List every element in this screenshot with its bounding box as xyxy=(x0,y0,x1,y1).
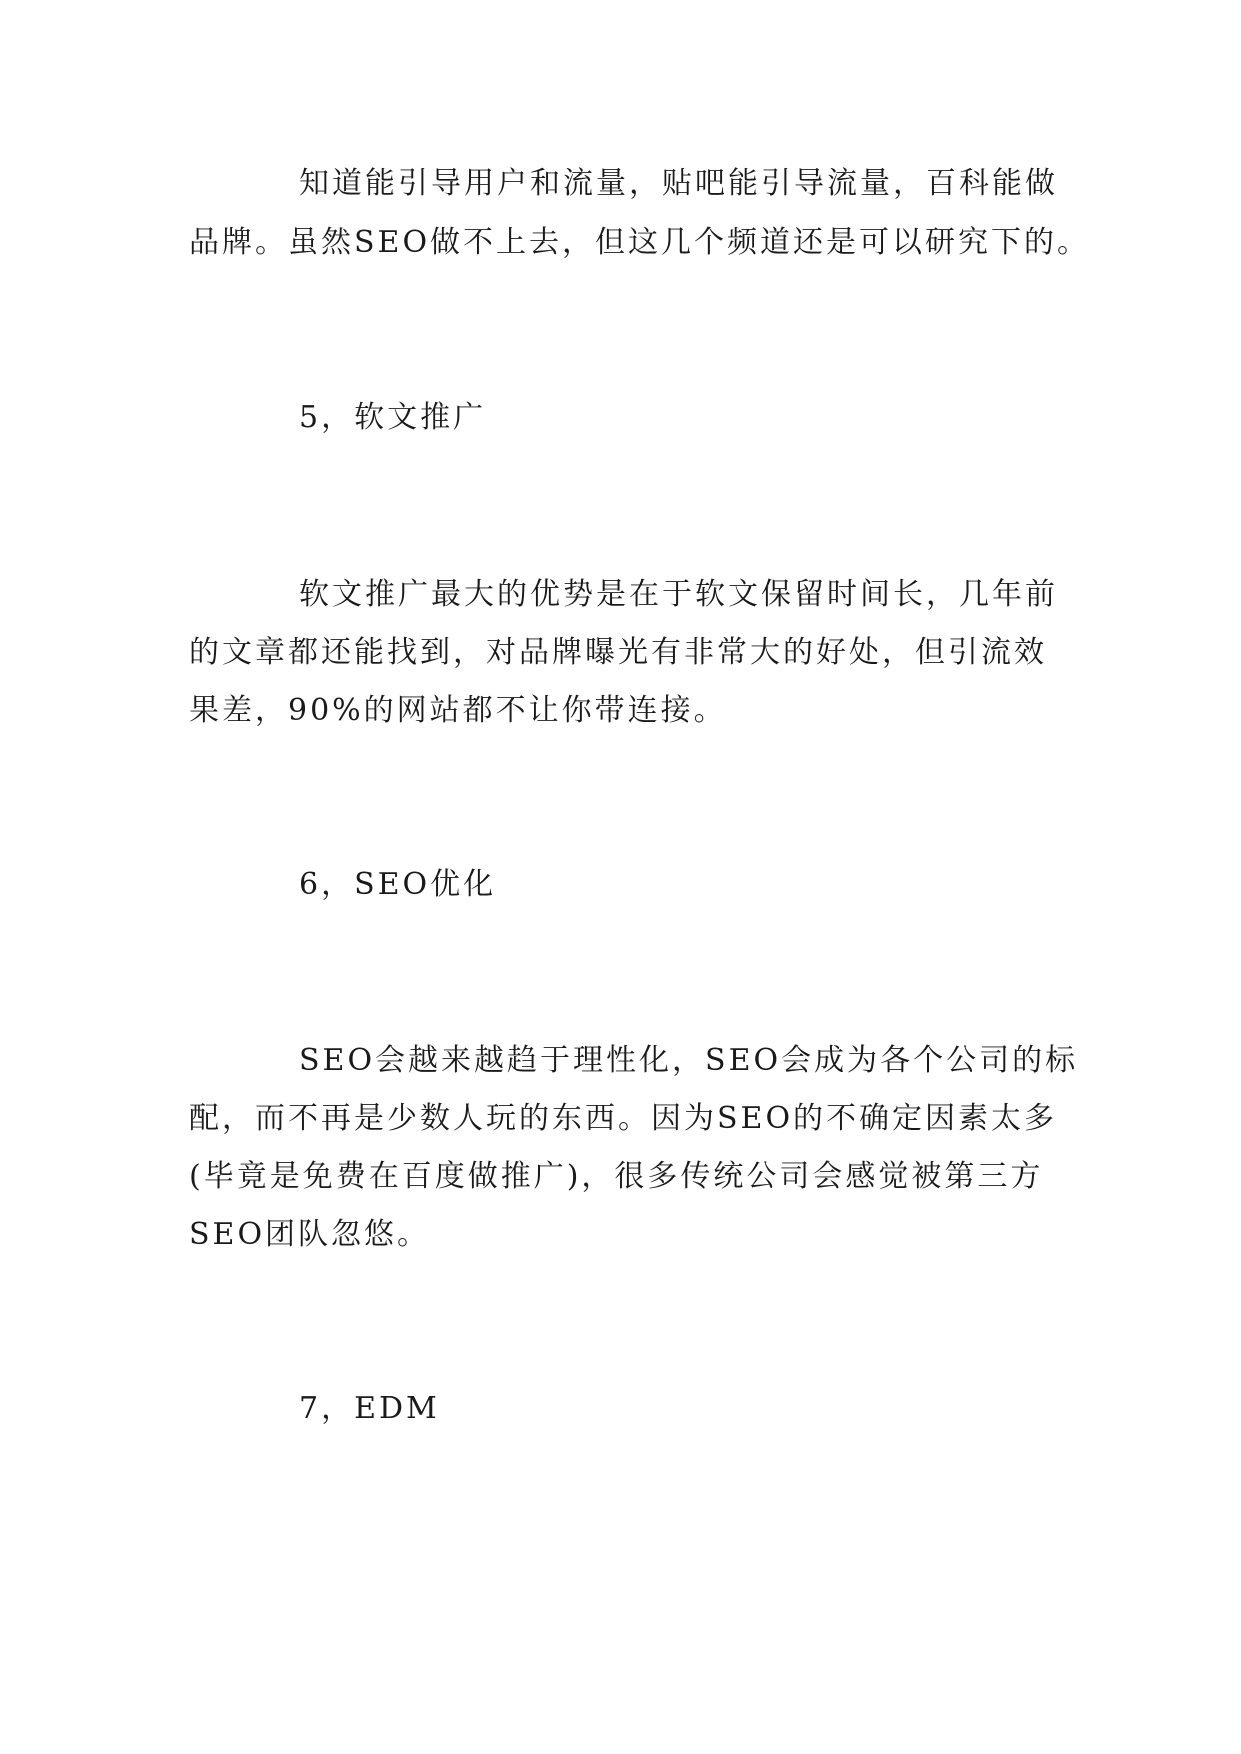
paragraph-line: (毕竟是免费在百度做推广)，很多传统公司会感觉被第三方 xyxy=(189,1159,1044,1194)
paragraph-line: 软文推广最大的优势是在于软文保留时间长，几年前 xyxy=(299,577,1058,612)
paragraph-line: 配，而不再是少数人玩的东西。因为SEO的不确定因素太多 xyxy=(189,1101,1058,1136)
paragraph-line: 的文章都还能找到，对品牌曝光有非常大的好处，但引流效 xyxy=(189,635,1047,670)
section-heading-6: 6，SEO优化 xyxy=(299,867,497,902)
paragraph-line: SEO团队忽悠。 xyxy=(189,1217,431,1252)
paragraph-line: 果差，90%的网站都不让你带连接。 xyxy=(189,693,727,728)
section-heading-5: 5，软文推广 xyxy=(299,400,487,435)
paragraph-line: SEO会越来越趋于理性化，SEO会成为各个公司的标 xyxy=(299,1043,1079,1078)
paragraph-line: 知道能引导用户和流量，贴吧能引导流量，百科能做 xyxy=(299,166,1058,201)
section-heading-7: 7，EDM xyxy=(299,1391,440,1426)
paragraph-line: 品牌。虽然SEO做不上去，但这几个频道还是可以研究下的。 xyxy=(189,225,1091,260)
